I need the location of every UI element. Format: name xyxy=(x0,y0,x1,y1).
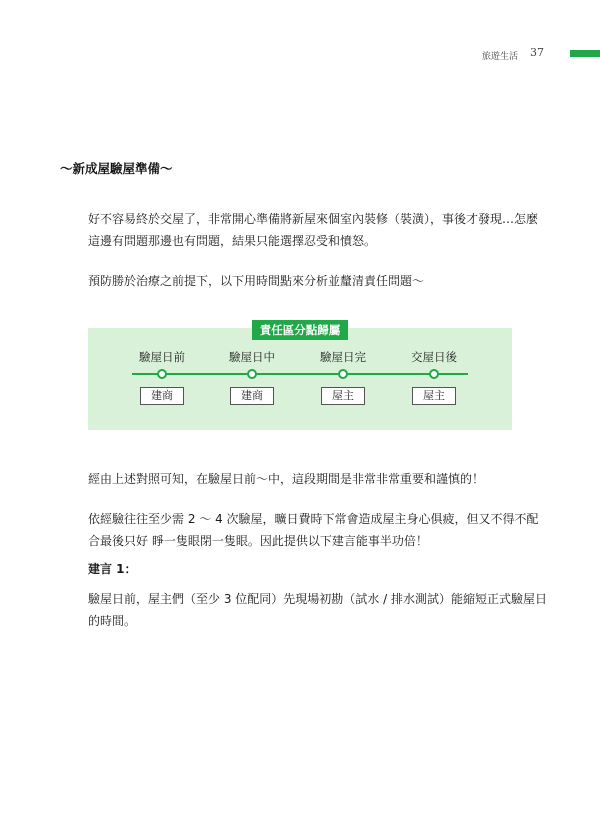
responsibility-diagram xyxy=(88,323,512,430)
stage-after-handover xyxy=(384,328,484,428)
stage-inspection-complete xyxy=(293,328,393,428)
timeline-dot xyxy=(157,369,167,379)
paragraph-experience: 依經驗往往至少需 2 ～ 4 次驗屋，曠日費時下常會造成屋主身心俱疲，但又不得不配合最後只好 睜一隻眼閉一隻眼。因此提供以下建言能事半功倍！ xyxy=(88,512,539,548)
diagram-title: 責任區分點歸屬 xyxy=(252,320,348,340)
stage-label: 交屋日後 xyxy=(411,350,457,364)
responsible-party-box: 屋主 xyxy=(321,387,365,405)
advice-title: 建言 1： xyxy=(88,562,137,576)
stage-label: 驗屋日前 xyxy=(139,350,185,364)
responsible-party-box: 屋主 xyxy=(412,387,456,405)
timeline-dot xyxy=(429,369,439,379)
header-title: 旅遊生活 xyxy=(482,52,519,62)
paragraph-conclusion: 經由上述對照可知，在驗屋日前～中，這段期間是非常非常重要和謹慎的！ xyxy=(88,472,485,486)
header-accent-bar xyxy=(570,50,600,57)
section-title: ～新成屋驗屋準備～ xyxy=(60,161,173,176)
paragraph-prevention: 預防勝於治療之前提下，以下用時間點來分析並釐清責任問題～ xyxy=(88,274,425,288)
page-number: 37 xyxy=(530,46,544,59)
timeline-dot xyxy=(338,369,348,379)
responsible-party-box: 建商 xyxy=(230,387,274,405)
paragraph-advice-1: 驗屋日前，屋主們（至少 3 位配同）先現場初勘（試水 / 排水測試）能縮短正式驗屋日的時間。 xyxy=(88,592,547,628)
stage-during-inspection xyxy=(202,328,302,428)
paragraph-intro: 好不容易終於交屋了，非常開心準備將新屋來個室內裝修（裝潢），事後才發現…怎麼這邊有問題那邊也有問題，結果只能選擇忍受和憤怒。 xyxy=(88,212,539,248)
stage-label: 驗屋日中 xyxy=(229,350,275,364)
responsible-party-box: 建商 xyxy=(140,387,184,405)
stage-label: 驗屋日完 xyxy=(320,350,366,364)
timeline-dot xyxy=(247,369,257,379)
stage-before-inspection xyxy=(112,328,212,428)
